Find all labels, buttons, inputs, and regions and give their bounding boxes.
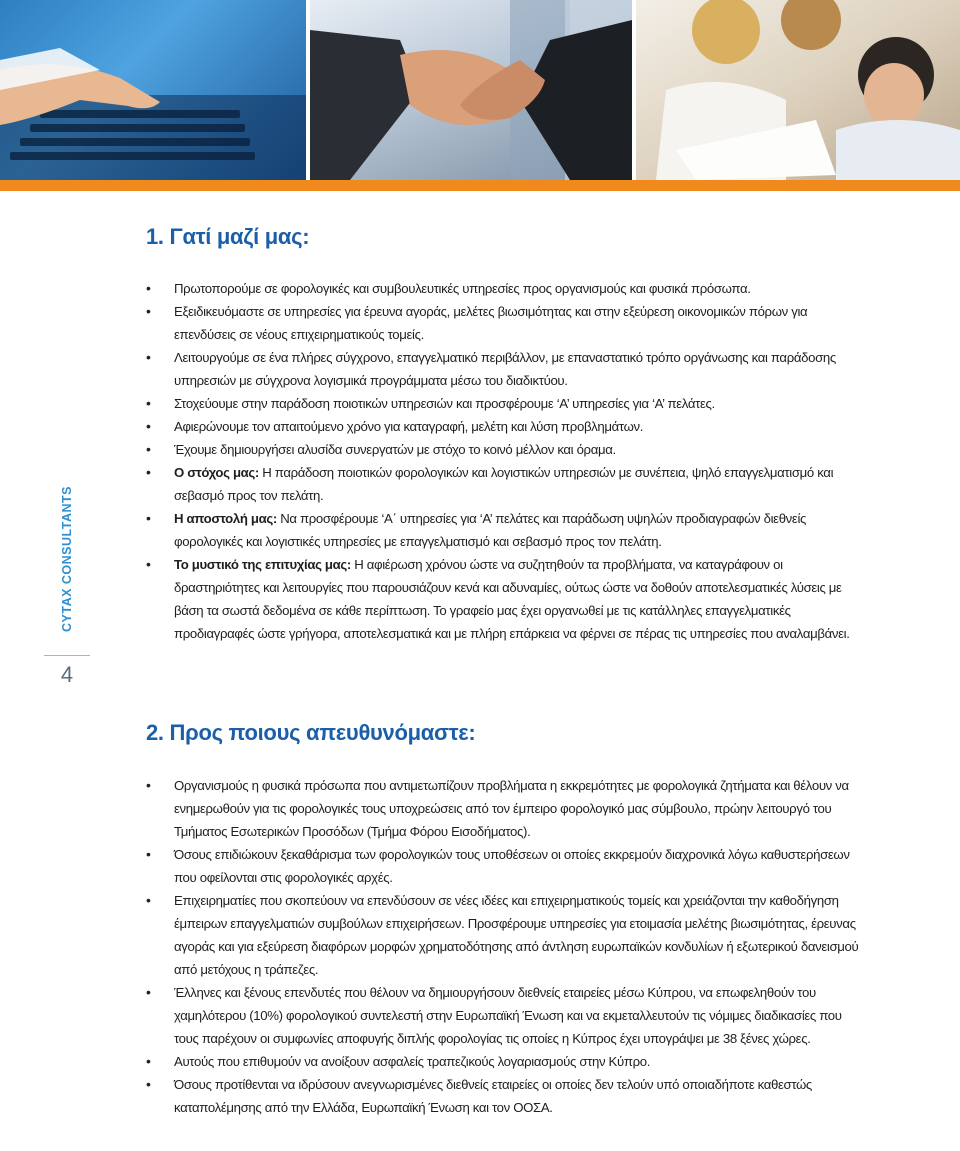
section-2-title: 2. Προς ποιους απευθυνόμαστε: (146, 720, 476, 745)
list-item: • Έλληνες και ξένους επενδυτές που θέλουν να δημιουργήσουν διεθνείς εταιρείες μέσω Κύπρου, να επωφεληθούν του χαμηλότερου (10%) φορολογικού συντελεστή στην Ευρωπαϊκή Ένωση και να εκμεταλλευτούν τις νόμιμες διαδικασίες που τους παρέχουν οι συμφωνίες αποφυγής διπλής φορολογίας τις οποίες η Κύπρος έχει υπογράψει με 38 ξένες χώρες. (146, 981, 864, 1050)
list-item: • Όσους προτίθενται να ιδρύσουν ανεγνωρισμένες διεθνείς εταιρείες οι οποίες δεν τελούν υπό οποιαδήποτε καθεστώς καταπολέμησης από την Ελλάδα, Ευρωπαϊκή Ένωση και τον ΟΟΣΑ. (146, 1073, 864, 1119)
list-item: • Αυτούς που επιθυμούν να ανοίξουν ασφαλείς τραπεζικούς λογαριασμούς στην Κύπρο. (146, 1050, 864, 1073)
item-lead: Ο στόχος μας: (174, 465, 259, 480)
list-item: • Όσους επιδιώκουν ξεκαθάρισμα των φορολογικών τους υποθέσεων οι οποίες εκκρεμούν διαχρονικά λόγω καθυστερήσεων που οφείλονται στις φορολογικές αρχές. (146, 843, 864, 889)
list-item: • Πρωτοπορούμε σε φορολογικές και συμβουλευτικές υπηρεσίες προς οργανισμούς και φυσικά πρόσωπα. (146, 277, 864, 300)
sidebar-brand-area (44, 486, 90, 650)
list-item: • Επιχειρηματίες που σκοπεύουν να επενδύσουν σε νέες ιδέες και επιχειρηματικούς τομείς και χρειάζονται την καθοδήγηση έμπειρων επαγγελματιών συμβούλων επιχειρήσεων. Προσφέρουμε υπηρεσίες για ετοιμασία μελέτης βιωσιμότητας, έρευνας αγοράς και για εξεύρεση διαφόρων μορφών χρηματοδότησης από άντληση ευρωπαϊκών κονδυλίων ή εξωτερικού δανεισμού από μετόχους η τράπεζες. (146, 889, 864, 981)
section-2-list (146, 774, 864, 1119)
list-item: • Οργανισμούς η φυσικά πρόσωπα που αντιμετωπίζουν προβλήματα η εκκρεμότητες με φορολογικά ζητήματα και θέλουν να ενημερωθούν για τις φορολογικές τους υποχρεώσεις από τον έμπειρο φορολογικό μας σύμβουλο, πρώην λειτουργό του Τμήματος Εσωτερικών Προσόδων (Τμήμα Φόρου Εισοδήματος). (146, 774, 864, 843)
sidebar-rule (44, 655, 90, 656)
list-item: • Αφιερώνουμε τον απαιτούμενο χρόνο για καταγραφή, μελέτη και λύση προβλημάτων. (146, 415, 864, 438)
header-banner (0, 0, 960, 180)
list-item: • Το μυστικό της επιτυχίας μας: Η αφιέρωση χρόνου ώστε να συζητηθούν τα προβλήματα, να καταγράφουν οι δραστηριότητες και λειτουργίες που παρουσιάζουν κενά και αδυναμίες, ούτως ώστε να δοθούν αποτελεσματικές λύσεις με βάση τα σωστά δεδομένα σε κάθε περίπτωση. Το γραφείο μας έχει οργανωθεί με τις κατάλληλες επαγγελματικές προδιαγραφές ώστε γρήγορα, αποτελεσματικά και με πλήρη επάρκεια να φέρνει σε πέρας τις υπηρεσίες που αναλαμβάνει. (146, 553, 864, 645)
brand-vertical-label: CYTAX CONSULTANTS (60, 486, 74, 632)
list-item: • Λειτουργούμε σε ένα πλήρες σύγχρονο, επαγγελματικό περιβάλλον, με επαναστατικό τρόπο οργάνωσης και παράδοσης υπηρεσιών με σύγχρονα λογισμικά προγράμματα μέσω του διαδικτύου. (146, 346, 864, 392)
list-item: • Εξειδικευόμαστε σε υπηρεσίες για έρευνα αγοράς, μελέτες βιωσιμότητας και στην εξεύρεση οικονομικών πόρων για επενδύσεις σε νέους επιχειρηματικούς τομείς. (146, 300, 864, 346)
list-item: • Ο στόχος μας: Η παράδοση ποιοτικών φορολογικών και λογιστικών υπηρεσιών με συνέπεια, ψηλό επαγγελματισμό και σεβασμό προς τον πελάτη. (146, 461, 864, 507)
list-item: • Η αποστολή μας: Να προσφέρουμε ‘Α΄ υπηρεσίες για ‘Α’ πελάτες και παράδωση υψηλών προδιαγραφών διεθνείς φορολογικές και λογιστικές υπηρεσίες με επαγγελματισμό και σεβασμό προς τον πελάτη. (146, 507, 864, 553)
section-1-list (146, 277, 864, 645)
page-number: 4 (60, 662, 74, 687)
item-lead: Το μυστικό της επιτυχίας μας: (174, 557, 351, 572)
team-meeting-photo (636, 0, 960, 180)
section-1-title: 1. Γατί μαζί μας: (146, 224, 310, 249)
list-item: • Στοχεύουμε στην παράδοση ποιοτικών υπηρεσιών και προσφέρουμε ‘Α’ υπηρεσίες για ‘Α’ πελάτες. (146, 392, 864, 415)
item-lead: Η αποστολή μας: (174, 511, 277, 526)
list-item: • Έχουμε δημιουργήσει αλυσίδα συνεργατών με στόχο το κοινό μέλλον και όραμα. (146, 438, 864, 461)
keyboard-typing-photo (0, 0, 306, 180)
accent-orange-bar (0, 180, 960, 191)
handshake-photo (310, 0, 632, 180)
